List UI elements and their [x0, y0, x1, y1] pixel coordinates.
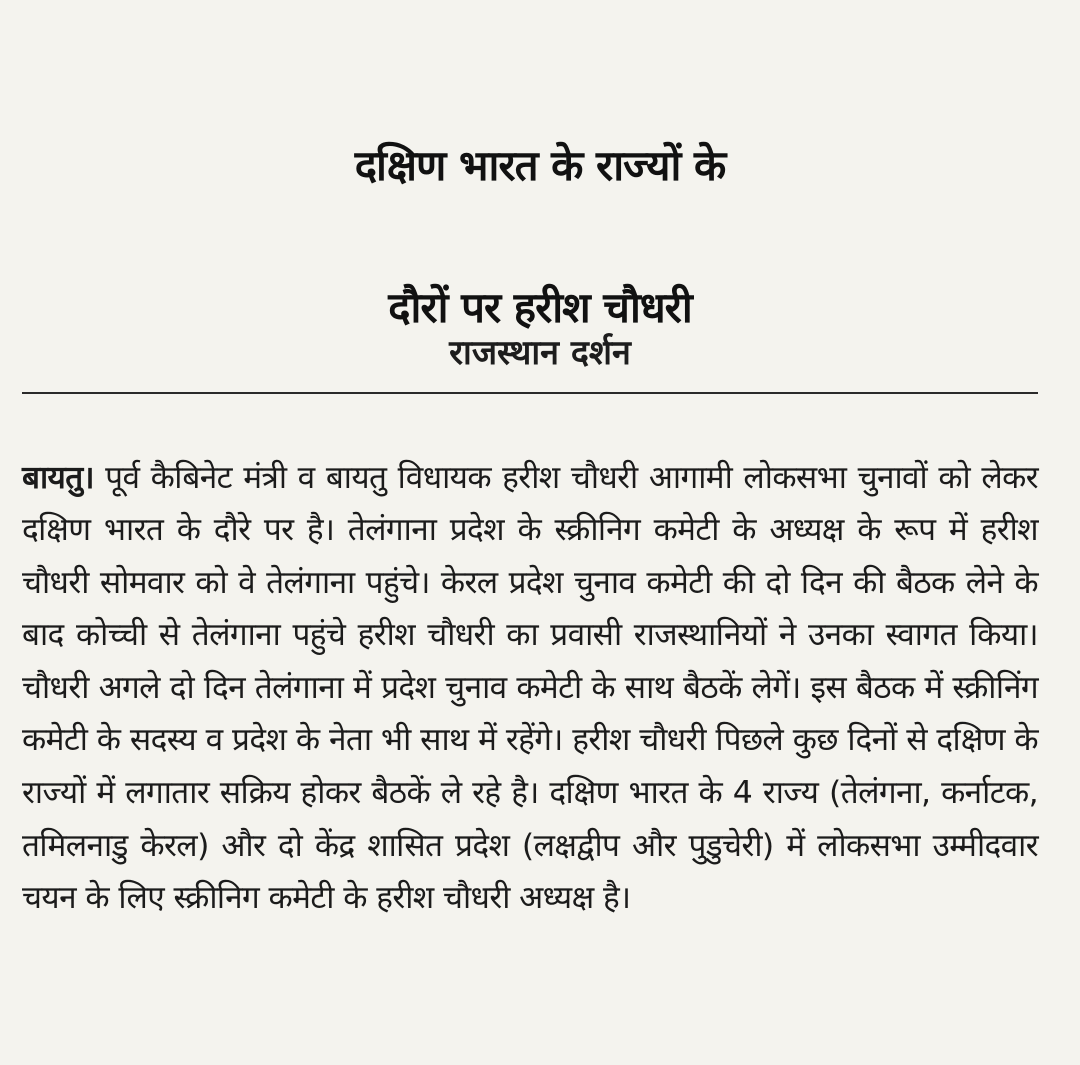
dateline: बायतु।	[22, 459, 94, 496]
article-body-text: पूर्व कैबिनेट मंत्री व बायतु विधायक हरीश चौधरी आगामी लोकसभा चुनावों को लेकर दक्षिण भारत के दौरे पर है। तेलंगाना प्रदेश के स्क्रीनिग कमेटी के अध्यक्ष के रूप में हरीश चौधरी सोमवार को वे तेलंगाना पहुंचे। केरल प्रदेश चुनाव कमेटी की दो दिन की बैठक लेने के बाद कोच्ची से तेलंगाना पहुंचे हरीश चौधरी का प्रवासी राजस्थानियों ने उनका स्वागत किया। चौधरी अगले दो दिन तेलंगाना में प्रदेश चुनाव कमेटी के साथ बैठकें लेगें। इस बैठक में स्क्रीनिंग कमेटी के सदस्य व प्रदेश के नेता भी साथ में रहेंगे। हरीश चौधरी पिछले कुछ दिनों से दक्षिण के राज्यों में लगातार सक्रिय होकर बैठकें ले रहे है। दक्षिण भारत के 4 राज्य (तेलंगना, कर्नाटक, तमिलनाडु केरल) और दो केंद्र शासित प्रदेश (लक्षद्वीप और पुडुचेरी) में लोकसभा उम्मीदवार चयन के लिए स्क्रीनिग कमेटी के हरीश चौधरी अध्यक्ष है।	[22, 459, 1038, 917]
headline-line-1: दक्षिण भारत के राज्यों के	[354, 140, 726, 190]
headline-line-2: दौरों पर हरीश चौधरी	[388, 282, 692, 332]
article-body	[22, 452, 1038, 925]
byline: राजस्थान दर्शन	[449, 333, 631, 373]
divider-rule	[22, 392, 1038, 394]
